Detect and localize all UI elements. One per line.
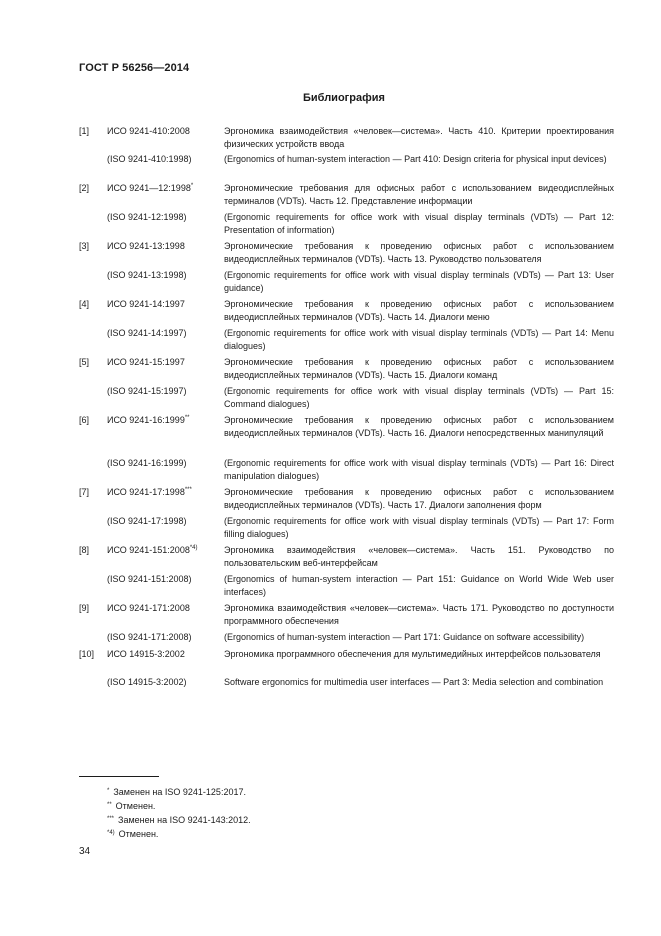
reference-title: Эргономические требования к проведению офисных работ с использованием видеодисплейных терминалов (VDTs). Часть 13. Руководство пользователя [224, 241, 614, 264]
reference-title: Эргономические требования к проведению офисных работ с использованием видеодисплейных терминалов (VDTs). Часть 15. Диалоги команд [224, 357, 614, 380]
reference-number: [1] [79, 126, 90, 136]
reference-code-text: (ISO 9241-151:2008) [107, 574, 192, 584]
reference-title: (Ergonomic requirements for office work with visual display terminals (VDTs) — Part 16: Direct manipulation dialogues) [224, 458, 614, 481]
reference-code-text: ИСО 9241-410:2008 [107, 126, 190, 136]
reference-number: [8] [79, 545, 90, 555]
reference-code [107, 327, 187, 340]
footnote [107, 785, 246, 798]
reference-code-text: ИСО 9241-171:2008 [107, 603, 190, 613]
footnote-marker: *4) [189, 545, 198, 551]
reference-code [107, 182, 193, 195]
footnote-separator [79, 776, 159, 777]
reference-code-text: (ISO 9241-410:1998) [107, 154, 192, 164]
footnote-text: Отменен. [115, 801, 156, 811]
reference-title: (Ergonomic requirements for office work with visual display terminals (VDTs) — Part 13: User guidance) [224, 270, 614, 293]
reference-number: [2] [79, 183, 90, 193]
reference-title: Эргономические требования к проведению офисных работ с использованием видеодисплейных терминалов (VDTs). Часть 17. Диалоги заполнения форм [224, 487, 614, 510]
reference-title: Эргономические требования для офисных работ с использованием видеодисплейных терминалов (VDTs). Часть 12. Представление информации [224, 183, 614, 206]
reference-title: (Ergonomic requirements for office work with visual display terminals (VDTs) — Part 14: Menu dialogues) [224, 328, 614, 351]
reference-number: [3] [79, 241, 90, 251]
reference-number: [10] [79, 649, 95, 659]
reference-code-text: ИСО 9241-14:1997 [107, 299, 185, 309]
reference-code-text: (ISO 9241-17:1998) [107, 516, 187, 526]
footnote-text: Отменен. [118, 829, 159, 839]
reference-title: Software ergonomics for multimedia user interfaces — Part 3: Media selection and combination [224, 677, 604, 687]
reference-code-text: ИСО 9241-17:1998 [107, 487, 185, 497]
reference-code [107, 414, 190, 427]
reference-title: Эргономика взаимодействия «человек—система». Часть 410. Критерии проектирования физических устройств ввода [224, 126, 614, 149]
reference-code [107, 125, 190, 138]
reference-code-text: ИСО 14915-3:2002 [107, 649, 185, 659]
reference-title: Эргономика программного обеспечения для мультимедийных интерфейсов пользователя [224, 649, 601, 659]
reference-number: [5] [79, 357, 90, 367]
reference-title: Эргономические требования к проведению офисных работ с использованием видеодисплейных терминалов (VDTs). Часть 16. Диалоги непосредственных манипуляций [224, 415, 614, 438]
footnote [107, 827, 158, 840]
reference-code-text: ИСО 9241-13:1998 [107, 241, 185, 251]
reference-code [107, 648, 185, 661]
page-number: 34 [79, 846, 91, 857]
reference-code-text: (ISO 9241-15:1997) [107, 386, 187, 396]
reference-title: (Ergonomic requirements for office work with visual display terminals (VDTs) — Part 12: Presentation of information) [224, 212, 614, 235]
reference-title: Эргономика взаимодействия «человек—система». Часть 171. Руководство по доступности программного обеспечения [224, 603, 614, 626]
reference-code [107, 573, 192, 586]
reference-title: (Ergonomic requirements for office work with visual display terminals (VDTs) — Part 15: Command dialogues) [224, 386, 614, 409]
reference-code [107, 515, 187, 528]
reference-code [107, 486, 192, 499]
reference-code [107, 631, 192, 644]
reference-code-text: ИСО 9241-16:1999 [107, 415, 185, 425]
reference-number: [6] [79, 415, 90, 425]
footnote-marker: *** [184, 487, 192, 493]
reference-code [107, 544, 198, 557]
reference-title: (Ergonomics of human-system interaction — Part 410: Design criteria for physical input devices) [224, 154, 607, 164]
reference-title: (Ergonomics of human-system interaction — Part 151: Guidance on World Wide Web user interfaces) [224, 574, 614, 597]
reference-title: Эргономика взаимодействия «человек—система». Часть 151. Руководство по пользовательским веб-интерфейсам [224, 545, 614, 568]
reference-code [107, 211, 187, 224]
footnote [107, 799, 155, 812]
footnote-text: Заменен на ISO 9241-125:2017. [113, 787, 246, 797]
reference-number: [9] [79, 603, 90, 613]
reference-code [107, 676, 187, 689]
standard-code: ГОСТ Р 56256—2014 [79, 62, 190, 74]
reference-code-text: (ISO 9241-16:1999) [107, 458, 187, 468]
reference-code-text: ИСО 9241-15:1997 [107, 357, 185, 367]
reference-number: [7] [79, 487, 90, 497]
reference-code [107, 356, 185, 369]
reference-code [107, 240, 185, 253]
reference-code-text: ИСО 9241—12:1998 [107, 183, 191, 193]
reference-code-text: (ISO 9241-171:2008) [107, 632, 192, 642]
reference-title: (Ergonomics of human-system interaction — Part 171: Guidance on software accessibility) [224, 632, 585, 642]
footnote-text: Заменен на ISO 9241-143:2012. [118, 815, 251, 825]
reference-code [107, 269, 187, 282]
reference-code [107, 298, 185, 311]
footnote [107, 813, 251, 826]
bibliography-title: Библиография [303, 92, 385, 104]
reference-code-text: (ISO 9241-14:1997) [107, 328, 187, 338]
footnote-mark: *** [107, 816, 115, 822]
reference-code [107, 153, 192, 166]
reference-code [107, 457, 187, 470]
footnote-marker: ** [184, 415, 190, 421]
reference-code [107, 602, 190, 615]
reference-number: [4] [79, 299, 90, 309]
reference-title: (Ergonomic requirements for office work with visual display terminals (VDTs) — Part 17: Form filling dialogues) [224, 516, 614, 539]
reference-code [107, 385, 187, 398]
reference-code-text: (ISO 14915-3:2002) [107, 677, 187, 687]
footnote-mark: *4) [107, 830, 115, 836]
footnote-mark: * [107, 788, 110, 794]
reference-code-text: (ISO 9241-13:1998) [107, 270, 187, 280]
footnote-mark: ** [107, 802, 112, 808]
reference-code-text: (ISO 9241-12:1998) [107, 212, 187, 222]
reference-title: Эргономические требования к проведению офисных работ с использованием видеодисплейных терминалов (VDTs). Часть 14. Диалоги меню [224, 299, 614, 322]
reference-code-text: ИСО 9241-151:2008 [107, 545, 190, 555]
footnote-marker: * [190, 183, 194, 189]
